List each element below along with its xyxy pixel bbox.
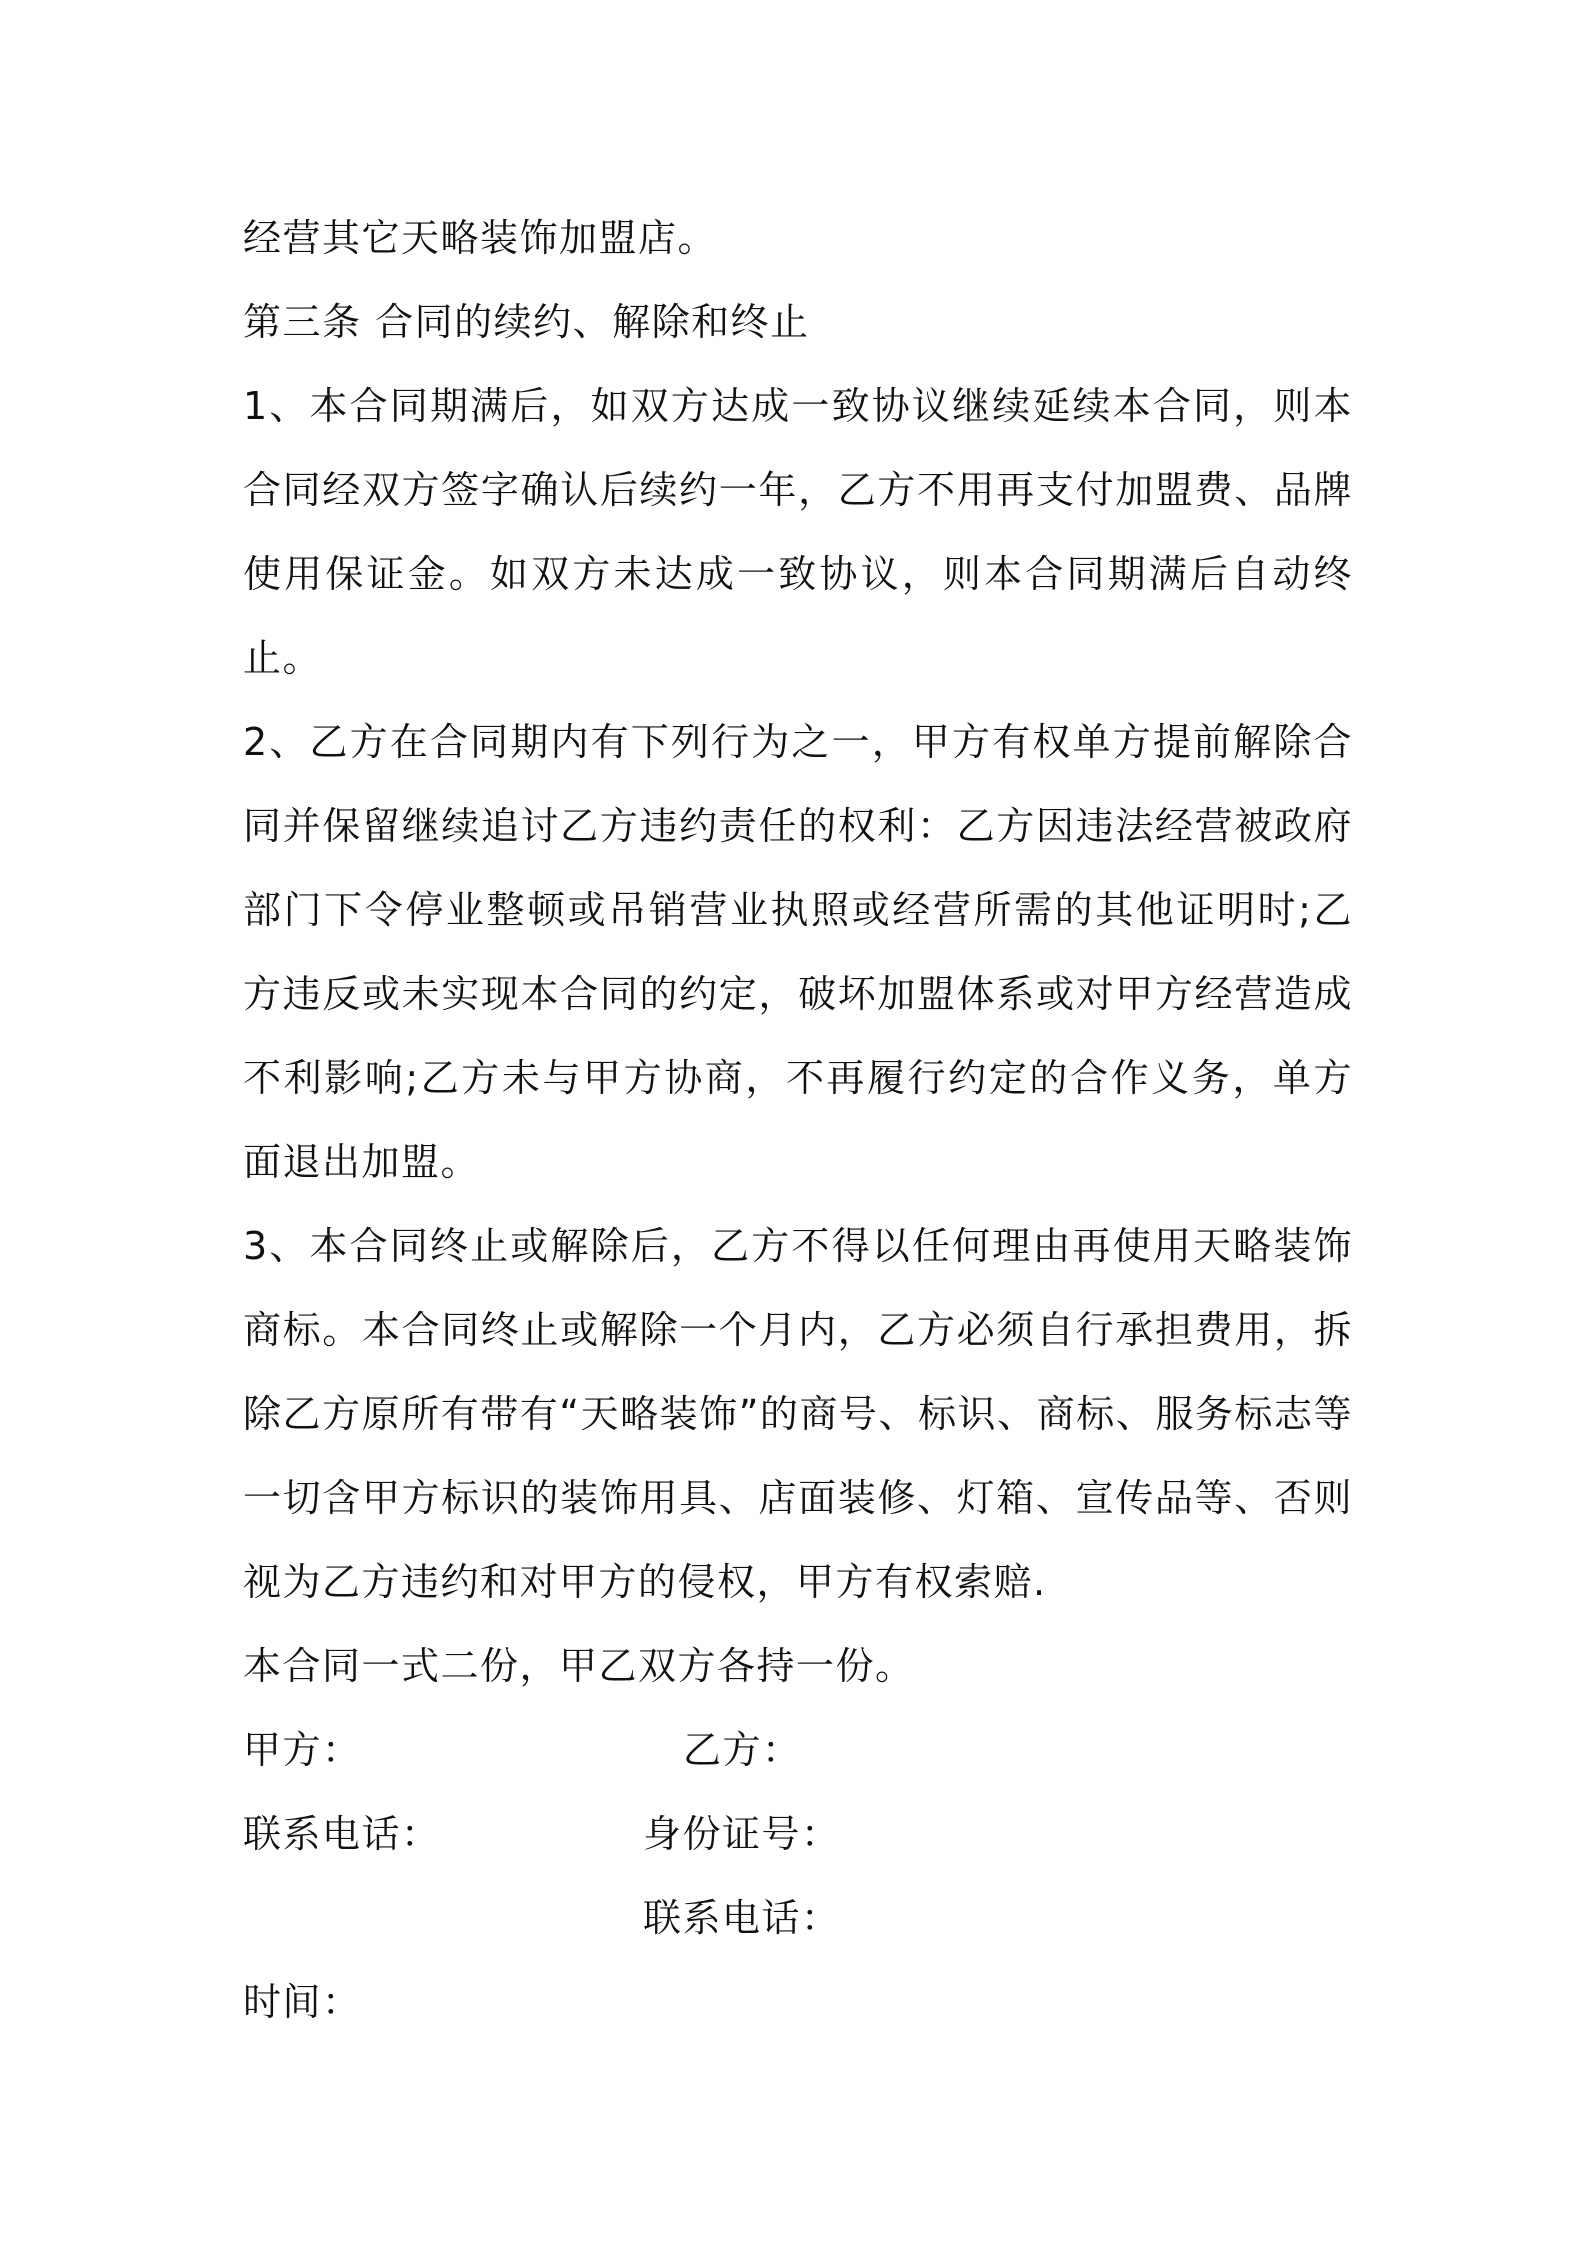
clause-1: 1、本合同期满后，如双方达成一致协议继续延续本合同，则本合同经双方签字确认后续约一年，乙方不用再支付加盟费、品牌使用保证金。如双方未达成一致协议，则本合同期满后自动终止。 [243,384,1353,680]
signature-row-parties [243,1708,1353,1792]
party-a-phone-label: 联系电话： [243,1812,441,1856]
copies-statement: 本合同一式二份，甲乙双方各持一份。 [243,1644,915,1688]
party-a-label: 甲方： [243,1728,362,1772]
party-b-phone-label: 联系电话： [643,1896,841,1940]
clause-3: 3、本合同终止或解除后，乙方不得以任何理由再使用天略装饰商标。本合同终止或解除一个月内，乙方必须自行承担费用，拆除乙方原所有带有“天略装饰”的商号、标识、商标、服务标志等一切含甲方标识的装饰用具、店面装修、灯箱、宣传品等、否则视为乙方违约和对甲方的侵权，甲方有权索赔. [243,1224,1353,1604]
id-number-label: 身份证号： [643,1812,841,1856]
paragraph-continuation: 经营其它天略装饰加盟店。 [243,216,718,260]
signature-row-date [243,1960,1353,2044]
signature-row-contact [243,1792,1353,1876]
article-heading: 第三条 合同的续约、解除和终止 [243,300,810,344]
document-body [243,196,1353,2044]
date-label: 时间： [243,1980,362,2024]
clause-2: 2、乙方在合同期内有下列行为之一，甲方有权单方提前解除合同并保留继续追讨乙方违约责任的权利：乙方因违法经营被政府部门下令停业整顿或吊销营业执照或经营所需的其他证明时;乙方违反或未实现本合同的约定，破坏加盟体系或对甲方经营造成不利影响;乙方未与甲方协商，不再履行约定的合作义务，单方面退出加盟。 [243,720,1353,1184]
party-b-label: 乙方： [683,1728,802,1772]
signature-row-phone-b [243,1876,1353,1960]
